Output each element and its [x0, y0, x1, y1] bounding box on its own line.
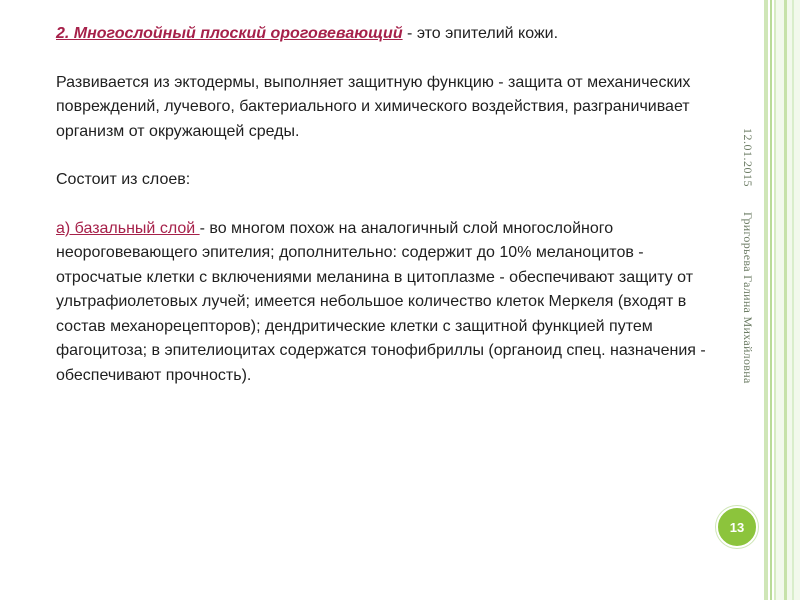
decor-stripe: [784, 0, 787, 600]
slide-number-badge: 13: [716, 506, 758, 548]
decor-stripe: [792, 0, 794, 600]
slide-content: [56, 22, 726, 388]
paragraph-layers-intro: Состоит из слоев:: [56, 171, 191, 188]
paragraph-origin: Развивается из эктодермы, выполняет защитную функцию - защита от механических повреждений, лучевого, бактериального и химического воздействия, разграничивает организм от окружающей среды.: [56, 73, 691, 140]
slide-author: Григорьева Галина Михайловна: [741, 212, 755, 384]
slide-date: 12.01.2015: [741, 128, 755, 187]
heading-rest: - это эпителий кожи.: [402, 25, 559, 42]
basal-layer-text: - во многом похож на аналогичный слой многослойного неороговевающего эпителия; дополнительно: содержит до 10% меланоцитов - отросчатые клетки с включениями меланина в цитоплазме - обеспечивают защиту от ультрафиолетовых лучей; имеется небольшое количество клеток Меркеля (входят в состав механорецепторов); дендритические клетки с защитной функцией путем фагоцитоза; в эпителиоцитах содержатся тонофибриллы (органоид спец. назначения - обеспечивают прочность).: [56, 219, 706, 384]
basal-layer-link[interactable]: а) базальный слой: [56, 219, 200, 237]
decor-stripe: [770, 0, 772, 600]
decor-stripe: [774, 0, 800, 600]
heading-link[interactable]: 2. Многослойный плоский ороговевающий: [56, 25, 403, 42]
decor-stripe: [764, 0, 768, 600]
heading-paragraph: [56, 22, 726, 47]
paragraph-basal-layer: [56, 217, 726, 389]
